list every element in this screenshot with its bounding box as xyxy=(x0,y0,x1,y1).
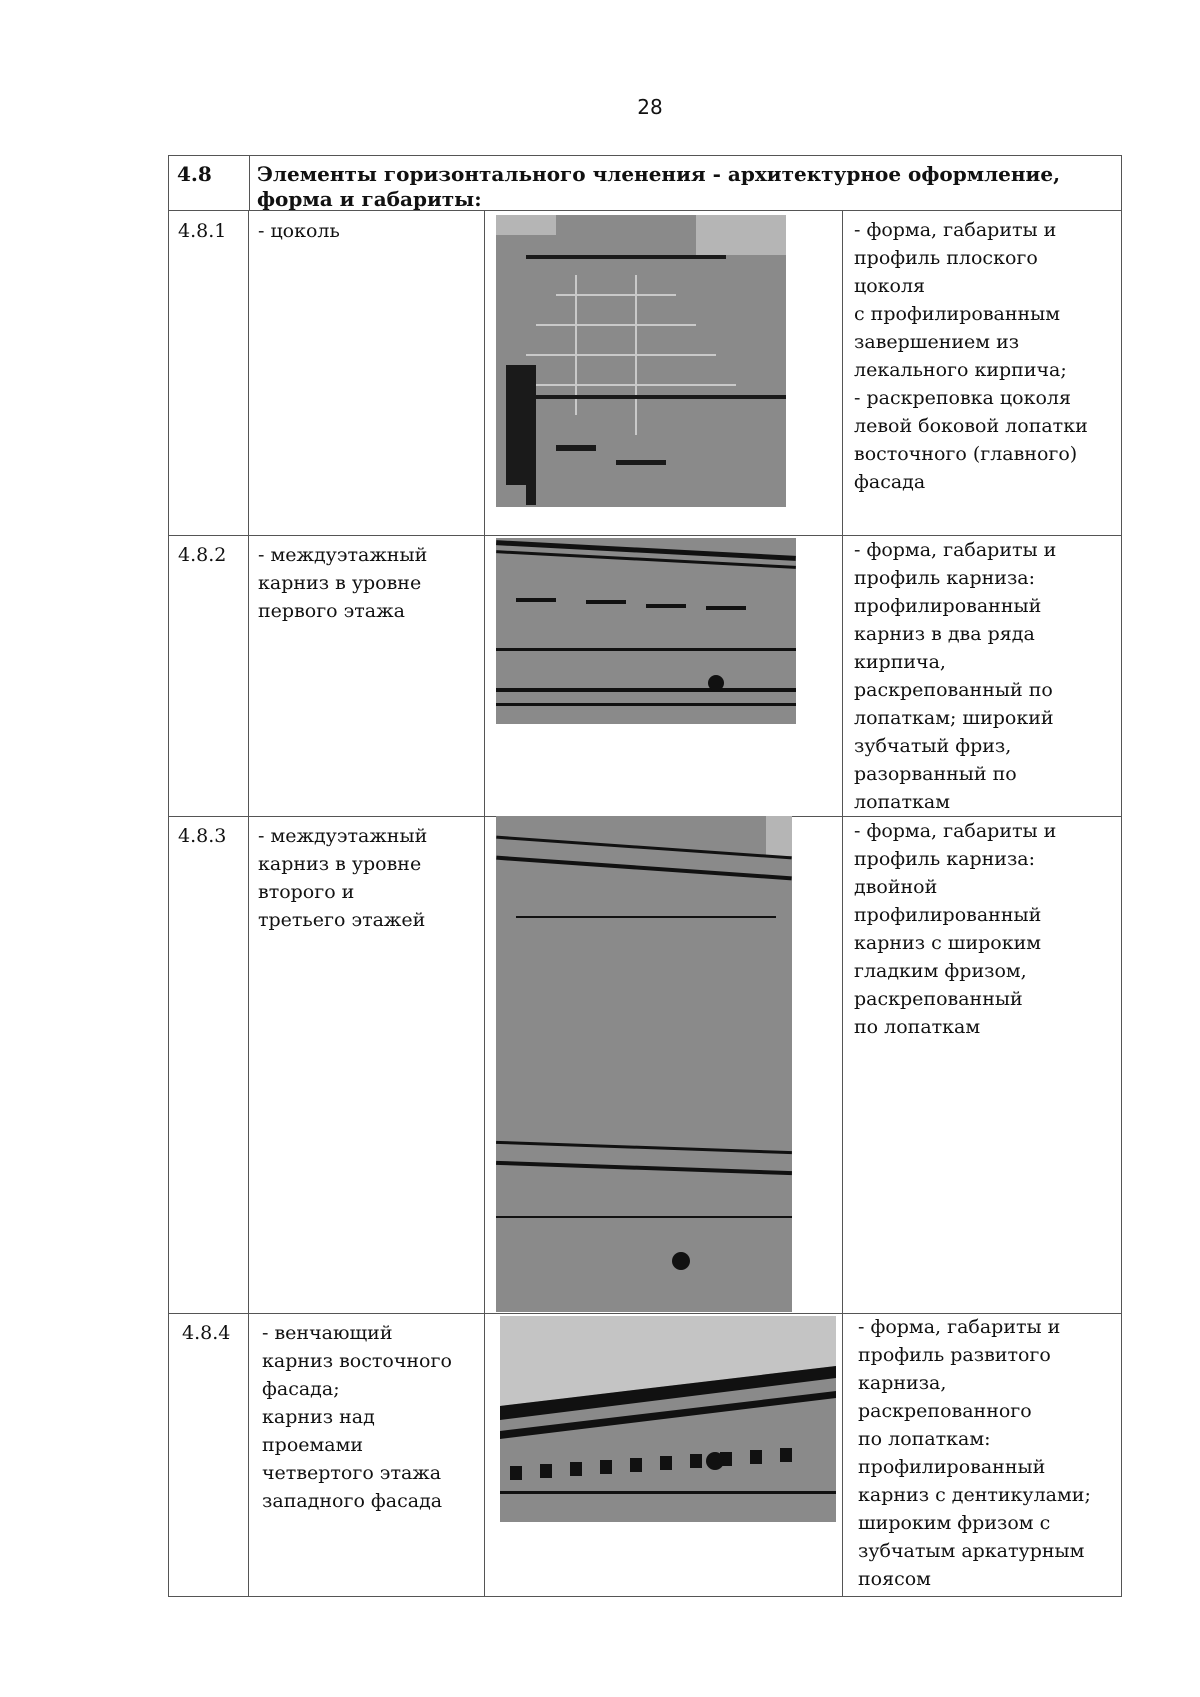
row-description: - форма, габариты и профиль карниза: двойной профилированный карниз с широким гладким фризом, раскрепованный по лопаткам xyxy=(854,820,1057,1038)
photo-cornice-second-third-floors xyxy=(496,816,792,1312)
row-element: - венчающий карниз восточного фасада; карниз над проемами четвертого этажа западного фасада xyxy=(262,1322,452,1512)
row-number: 4.8.4 xyxy=(182,1322,231,1344)
page-number: 28 xyxy=(637,95,663,119)
row-number: 4.8.3 xyxy=(178,825,227,847)
row-element: - междуэтажный карниз в уровне второго и третьего этажей xyxy=(258,825,428,931)
row-element: - цоколь xyxy=(258,220,340,242)
photo-crowning-cornice xyxy=(500,1316,836,1522)
row-number: 4.8.1 xyxy=(178,220,227,242)
section-header-row xyxy=(168,155,1122,211)
section-title: Элементы горизонтального членения - архитектурное оформление, форма и габариты: xyxy=(257,162,1061,211)
row-description: - форма, габариты и профиль плоского цоколя с профилированным завершением из лекального кирпича; - раскреповка цоколя левой боковой лопатки восточного (главного) фасада xyxy=(854,219,1088,493)
row-number: 4.8.2 xyxy=(178,544,227,566)
photo-cornice-first-floor xyxy=(496,538,796,724)
row-description: - форма, габариты и профиль развитого карниза, раскрепованного по лопаткам: профилированный карниз с дентикулами; широким фризом с зубчатым аркатурным поясом xyxy=(858,1316,1091,1590)
row-description: - форма, габариты и профиль карниза: профилированный карниз в два ряда кирпича, раскрепованный по лопаткам; широкий зубчатый фриз, разорванный по лопаткам xyxy=(854,539,1057,813)
row-element: - междуэтажный карниз в уровне первого этажа xyxy=(258,544,428,622)
photo-plinth xyxy=(496,215,786,507)
section-number: 4.8 xyxy=(177,162,212,186)
